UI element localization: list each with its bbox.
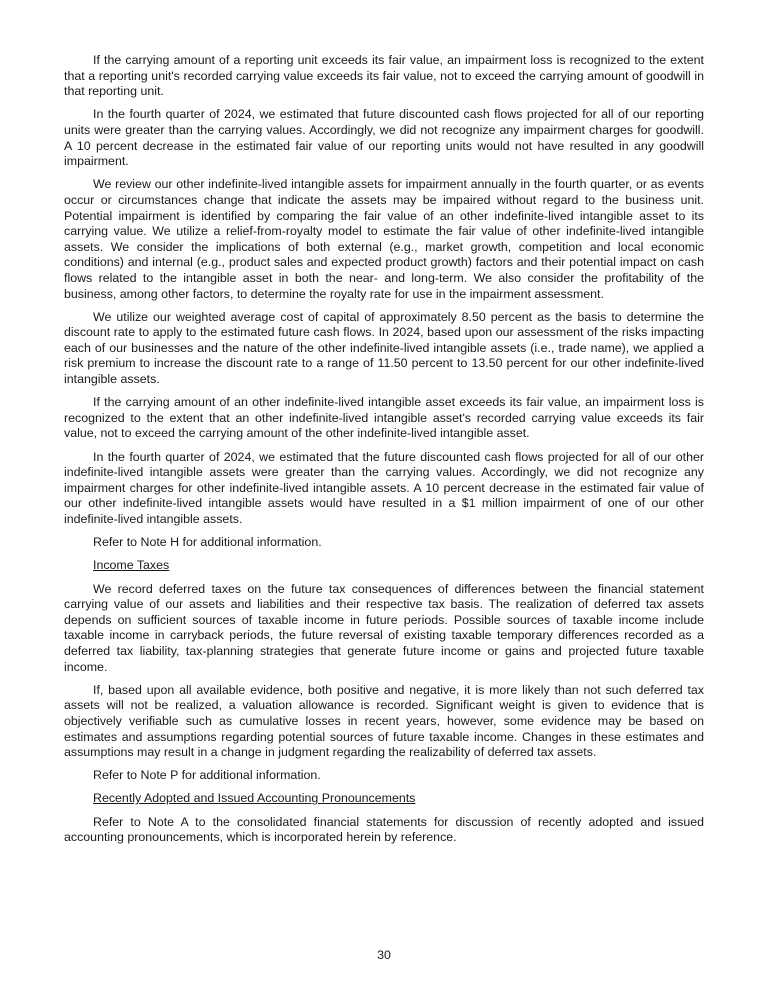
paragraph: In the fourth quarter of 2024, we estimated that the future discounted cash flows projected for all of our other indefinite-lived intangible assets were greater than the carrying values. Accordingly, we did not recognize any impairment charges for other indefinite-lived intangible assets. A 10 percent decrease in the estimated fair value of our other indefinite-lived intangible assets would have resulted in a $1 million impairment of one of our other indefinite-lived intangible assets. (64, 449, 704, 526)
paragraph: Refer to Note H for additional information. (93, 535, 322, 550)
paragraph: If the carrying amount of an other indefinite-lived intangible asset exceeds its fair value, an impairment loss is recognized to the extent that an other indefinite-lived intangible asset's recorded carrying value exceeds its fair value, not to exceed the carrying amount of the other indefinite-lived intangible asset. (64, 395, 704, 441)
section-heading-pronouncements: Recently Adopted and Issued Accounting Pronouncements (93, 791, 416, 806)
paragraph: If, based upon all available evidence, both positive and negative, it is more likely than not such deferred tax assets will not be realized, a valuation allowance is recorded. Significant weight is given to evidence that is objectively verifiable such as cumulative losses in recent years, however, some evidence may be based on estimates and assumptions regarding potential sources of future taxable income. Changes in these estimates and assumptions may result in a change in judgment regarding the realizability of deferred tax assets. (64, 682, 704, 760)
page-number: 30 (377, 948, 391, 962)
paragraph: We record deferred taxes on the future tax consequences of differences between the financial statement carrying value of our assets and liabilities and their respective tax basis. The realization of deferred tax assets depends on sufficient sources of taxable income in future periods. Possible sources of taxable income include taxable income in carryback periods, the future reversal of existing taxable temporary differences recorded as a deferred tax liability, tax-planning strategies that generate future income or gains and projected future taxable income. (64, 581, 704, 674)
paragraph: We utilize our weighted average cost of capital of approximately 8.50 percent as the basis to determine the discount rate to apply to the estimated future cash flows. In 2024, based upon our assessment of the risks impacting each of our businesses and the nature of the other indefinite-lived intangible assets (i.e., trade name), we applied a risk premium to increase the discount rate to a range of 11.50 percent to 13.50 percent for our other indefinite-lived intangible assets. (64, 309, 704, 387)
document-body (64, 53, 704, 853)
paragraph: Refer to Note A to the consolidated financial statements for discussion of recently adopted and issued accounting pronouncements, which is incorporated herein by reference. (64, 814, 704, 845)
paragraph: If the carrying amount of a reporting unit exceeds its fair value, an impairment loss is recognized to the extent that a reporting unit's recorded carrying value exceeds its fair value, not to exceed the carrying amount of goodwill in that reporting unit. (64, 53, 704, 99)
paragraph: We review our other indefinite-lived intangible assets for impairment annually in the fourth quarter, or as events occur or circumstances change that indicate the assets may be impaired without regard to the business unit. Potential impairment is identified by comparing the fair value of an other indefinite-lived intangible asset to its carrying value. We utilize a relief-from-royalty model to estimate the fair value of other indefinite-lived intangible assets. We consider the implications of both external (e.g., market growth, competition and local economic conditions) and internal (e.g., product sales and expected product growth) factors and their potential impact on cash flows related to the intangible asset in both the near- and long-term. We also consider the profitability of the business, among other factors, to determine the royalty rate for use in the impairment assessment. (64, 177, 704, 301)
paragraph: Refer to Note P for additional information. (93, 768, 321, 783)
paragraph: In the fourth quarter of 2024, we estimated that future discounted cash flows projected for all of our reporting units were greater than the carrying values. Accordingly, we did not recognize any impairment charges for goodwill. A 10 percent decrease in the estimated fair value of our reporting units would not have resulted in any goodwill impairment. (64, 107, 704, 169)
section-heading-income-taxes: Income Taxes (93, 558, 170, 573)
